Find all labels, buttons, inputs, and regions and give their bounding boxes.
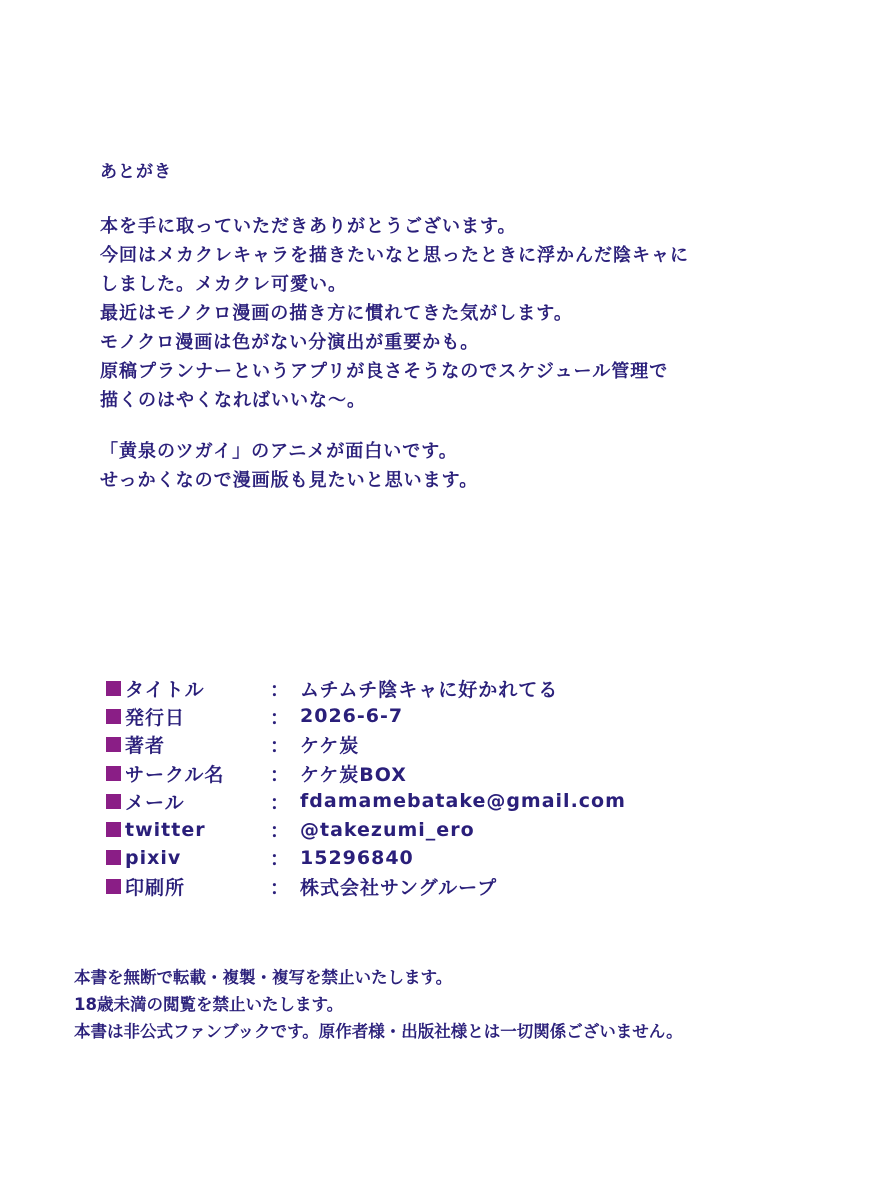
text-line: しました。メカクレ可愛い。 [100,274,347,295]
square-bullet-icon [106,681,121,696]
square-bullet-icon [106,737,121,752]
colophon-separator: ： [270,791,290,814]
colophon-row-pixiv [106,844,726,872]
colophon-separator: ： [270,820,290,843]
colophon-label: 印刷所 [125,876,186,899]
colophon-label: twitter [125,818,206,841]
colophon [106,674,726,900]
colophon-label: タイトル [125,678,205,701]
colophon-value: ムチムチ陰キャに好かれてる [300,678,559,701]
colophon-label: pixiv [125,846,182,869]
colophon-separator: ： [270,735,290,758]
colophon-value: fdamamebatake@gmail.com [300,790,626,813]
afterword-paragraph-2 [100,437,478,495]
text-line: 「黄泉のツガイ」のアニメが面白いです。 [100,441,458,462]
square-bullet-icon [106,794,121,809]
colophon-value: ケケ炭BOX [300,763,407,786]
afterword-title: あとがき [100,162,172,182]
text-line: モノクロ漫画は色がない分演出が重要かも。 [100,332,480,353]
colophon-label: メール [125,791,185,814]
colophon-separator: ： [270,876,290,899]
colophon-separator: ： [270,706,290,729]
colophon-row-twitter [106,815,726,843]
colophon-value: 株式会社サングループ [300,876,498,899]
colophon-row-title [106,674,726,702]
colophon-row-circle [106,759,726,787]
text-line: 最近はモノクロ漫画の描き方に慣れてきた気がします。 [100,303,573,324]
colophon-separator: ： [270,678,290,701]
notice-line: 18歳未満の閲覧を禁止いたします。 [74,995,344,1014]
text-line: せっかくなので漫画版も見たいと思います。 [100,470,479,491]
square-bullet-icon [106,822,121,837]
colophon-row-author [106,731,726,759]
square-bullet-icon [106,709,121,724]
colophon-separator: ： [270,848,290,871]
text-line: 本を手に取っていただきありがとうございます。 [100,216,517,237]
square-bullet-icon [106,766,121,781]
colophon-row-email [106,787,726,815]
colophon-separator: ： [270,763,290,786]
square-bullet-icon [106,850,121,865]
colophon-label: サークル名 [125,763,225,786]
notice-line: 本書を無断で転載・複製・複写を禁止いたします。 [74,968,453,987]
colophon-value: @takezumi_ero [300,818,475,841]
colophon-value: ケケ炭 [300,735,360,758]
colophon-row-printer [106,872,726,900]
colophon-label: 発行日 [125,706,186,729]
text-line: 描くのはやくなればいいな～。 [100,390,366,411]
colophon-value: 15296840 [300,846,414,869]
square-bullet-icon [106,879,121,894]
colophon-value: 2026-6-7 [300,705,404,728]
afterword-paragraph-1 [100,212,689,415]
colophon-row-date [106,702,726,730]
text-line: 今回はメカクレキャラを描きたいなと思ったときに浮かんだ陰キャに [100,245,689,266]
legal-notice [74,964,683,1045]
colophon-label: 著者 [125,735,166,758]
text-line: 原稿プランナーというアプリが良さそうなのでスケジュール管理で [100,361,669,382]
notice-line: 本書は非公式ファンブックです。原作者様・出版社様とは一切関係ございません。 [74,1022,683,1041]
